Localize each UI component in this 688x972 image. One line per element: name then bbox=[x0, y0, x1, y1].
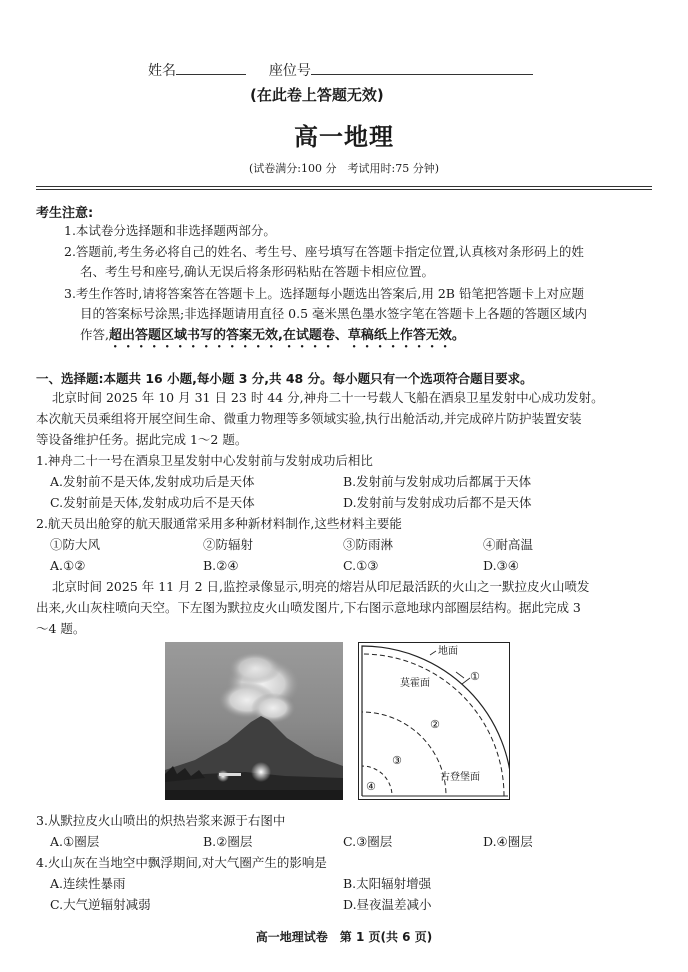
question-2-option-d: D.③④ bbox=[483, 558, 519, 573]
notice-item-3-prefix: 作答, bbox=[80, 327, 109, 342]
question-2-item-2: ②防辐射 bbox=[203, 537, 254, 552]
page-footer: 高一地理试卷 第 1 页(共 6 页) bbox=[255, 930, 433, 944]
intro-2-line-2: 出来,火山灰柱喷向天空。下左图为默拉皮火山喷发图片,下右图示意地球内部圈层结构。据此完成 3 bbox=[36, 600, 581, 615]
question-3-stem: 3.从默拉皮火山喷出的炽热岩浆来源于右图中 bbox=[36, 813, 286, 828]
notice-emphasis: 超出答题区域书写的答案无效,在试题卷、草稿纸上作答无效。 bbox=[108, 328, 465, 343]
exam-info: (试卷满分:100 分 考试用时:75 分钟) bbox=[249, 162, 439, 175]
layer-1-label: ① bbox=[470, 670, 480, 683]
layer-2-label: ② bbox=[430, 718, 440, 731]
notice-item-3-line-3 bbox=[80, 326, 465, 351]
question-3-option-c: C.③圈层 bbox=[343, 834, 393, 849]
notice-item-2-line-2: 名、考生号和座号,确认无误后将条形码粘贴在答题卡相应位置。 bbox=[80, 264, 434, 279]
seat-label: 座位号 bbox=[268, 63, 311, 79]
layer-3-label: ③ bbox=[392, 754, 402, 767]
divider-top bbox=[36, 186, 652, 187]
name-field bbox=[148, 60, 533, 80]
intro-1-line-2: 本次航天员乘组将开展空间生命、微重力物理等多领域实验,执行出舱活动,并完成碎片防护装置安装 bbox=[36, 411, 582, 426]
earth-structure-diagram bbox=[358, 642, 510, 800]
layer-4-label: ④ bbox=[366, 780, 376, 793]
volcano-photo bbox=[165, 642, 343, 800]
question-2-item-1: ①防大风 bbox=[50, 537, 101, 552]
question-4-option-b: B.太阳辐射增强 bbox=[343, 876, 432, 891]
gutenberg-label: 古登堡面 bbox=[440, 772, 480, 783]
name-blank bbox=[176, 60, 246, 75]
invalid-note: (在此卷上答题无效) bbox=[250, 86, 384, 104]
question-3-option-d: D.④圈层 bbox=[483, 834, 533, 849]
question-1-option-d: D.发射前与发射成功后都不是天体 bbox=[343, 495, 532, 510]
question-2-option-a: A.①② bbox=[50, 558, 86, 573]
question-1-stem: 1.神舟二十一号在酒泉卫星发射中心发射前与发射成功后相比 bbox=[36, 453, 373, 468]
ground-label: 地面 bbox=[438, 646, 458, 657]
question-1-option-c: C.发射前是天体,发射成功后不是天体 bbox=[50, 495, 255, 510]
question-4-option-c: C.大气逆辐射减弱 bbox=[50, 897, 151, 912]
seat-blank bbox=[311, 60, 533, 75]
notice-heading: 考生注意: bbox=[36, 206, 94, 221]
question-3-option-a: A.①圈层 bbox=[50, 834, 100, 849]
divider-bottom bbox=[36, 189, 652, 190]
question-2-item-4: ④耐高温 bbox=[483, 537, 534, 552]
question-3-option-b: B.②圈层 bbox=[203, 834, 253, 849]
intro-1-line-3: 等设备维护任务。据此完成 1～2 题。 bbox=[36, 432, 248, 447]
intro-1-line-1: 北京时间 2025 年 10 月 31 日 23 时 44 分,神舟二十一号载人飞船在酒泉卫星发射中心成功发射。 bbox=[52, 390, 604, 405]
question-4-option-d: D.昼夜温差减小 bbox=[343, 897, 432, 912]
question-4-option-a: A.连续性暴雨 bbox=[50, 876, 126, 891]
question-1-option-a: A.发射前不是天体,发射成功后是天体 bbox=[50, 474, 255, 489]
question-2-item-3: ③防雨淋 bbox=[343, 537, 394, 552]
question-4-stem: 4.火山灰在当地空中飘浮期间,对大气圈产生的影响是 bbox=[36, 855, 327, 870]
question-2-option-c: C.①③ bbox=[343, 558, 379, 573]
name-label: 姓名 bbox=[148, 63, 176, 79]
notice-item-2-line-1: 2.答题前,考生务必将自己的姓名、考生号、座号填写在答题卡指定位置,认真核对条形码上的姓 bbox=[64, 244, 584, 259]
section-1-heading: 一、选择题:本题共 16 小题,每小题 3 分,共 48 分。每小题只有一个选项符合题目要求。 bbox=[36, 371, 533, 386]
intro-2-line-3: ～4 题。 bbox=[36, 621, 86, 636]
question-2-stem: 2.航天员出舱穿的航天服通常采用多种新材料制作,这些材料主要能 bbox=[36, 516, 402, 531]
notice-item-3-line-2: 目的答案标号涂黑;非选择题请用直径 0.5 毫米黑色墨水签字笔在答题卡上各题的答题区域内 bbox=[80, 306, 588, 321]
notice-item-1: 1.本试卷分选择题和非选择题两部分。 bbox=[64, 223, 276, 238]
moho-label: 莫霍面 bbox=[400, 678, 430, 689]
question-2-option-b: B.②④ bbox=[203, 558, 239, 573]
page-title: 高一地理 bbox=[294, 123, 394, 151]
notice-item-3-line-1: 3.考生作答时,请将答案答在答题卡上。选择题每小题选出答案后,用 2B 铅笔把答题卡上对应题 bbox=[64, 286, 584, 301]
question-1-option-b: B.发射前与发射成功后都属于天体 bbox=[343, 474, 532, 489]
intro-2-line-1: 北京时间 2025 年 11 月 2 日,监控录像显示,明亮的熔岩从印尼最活跃的火山之一默拉皮火山喷发 bbox=[52, 579, 590, 594]
